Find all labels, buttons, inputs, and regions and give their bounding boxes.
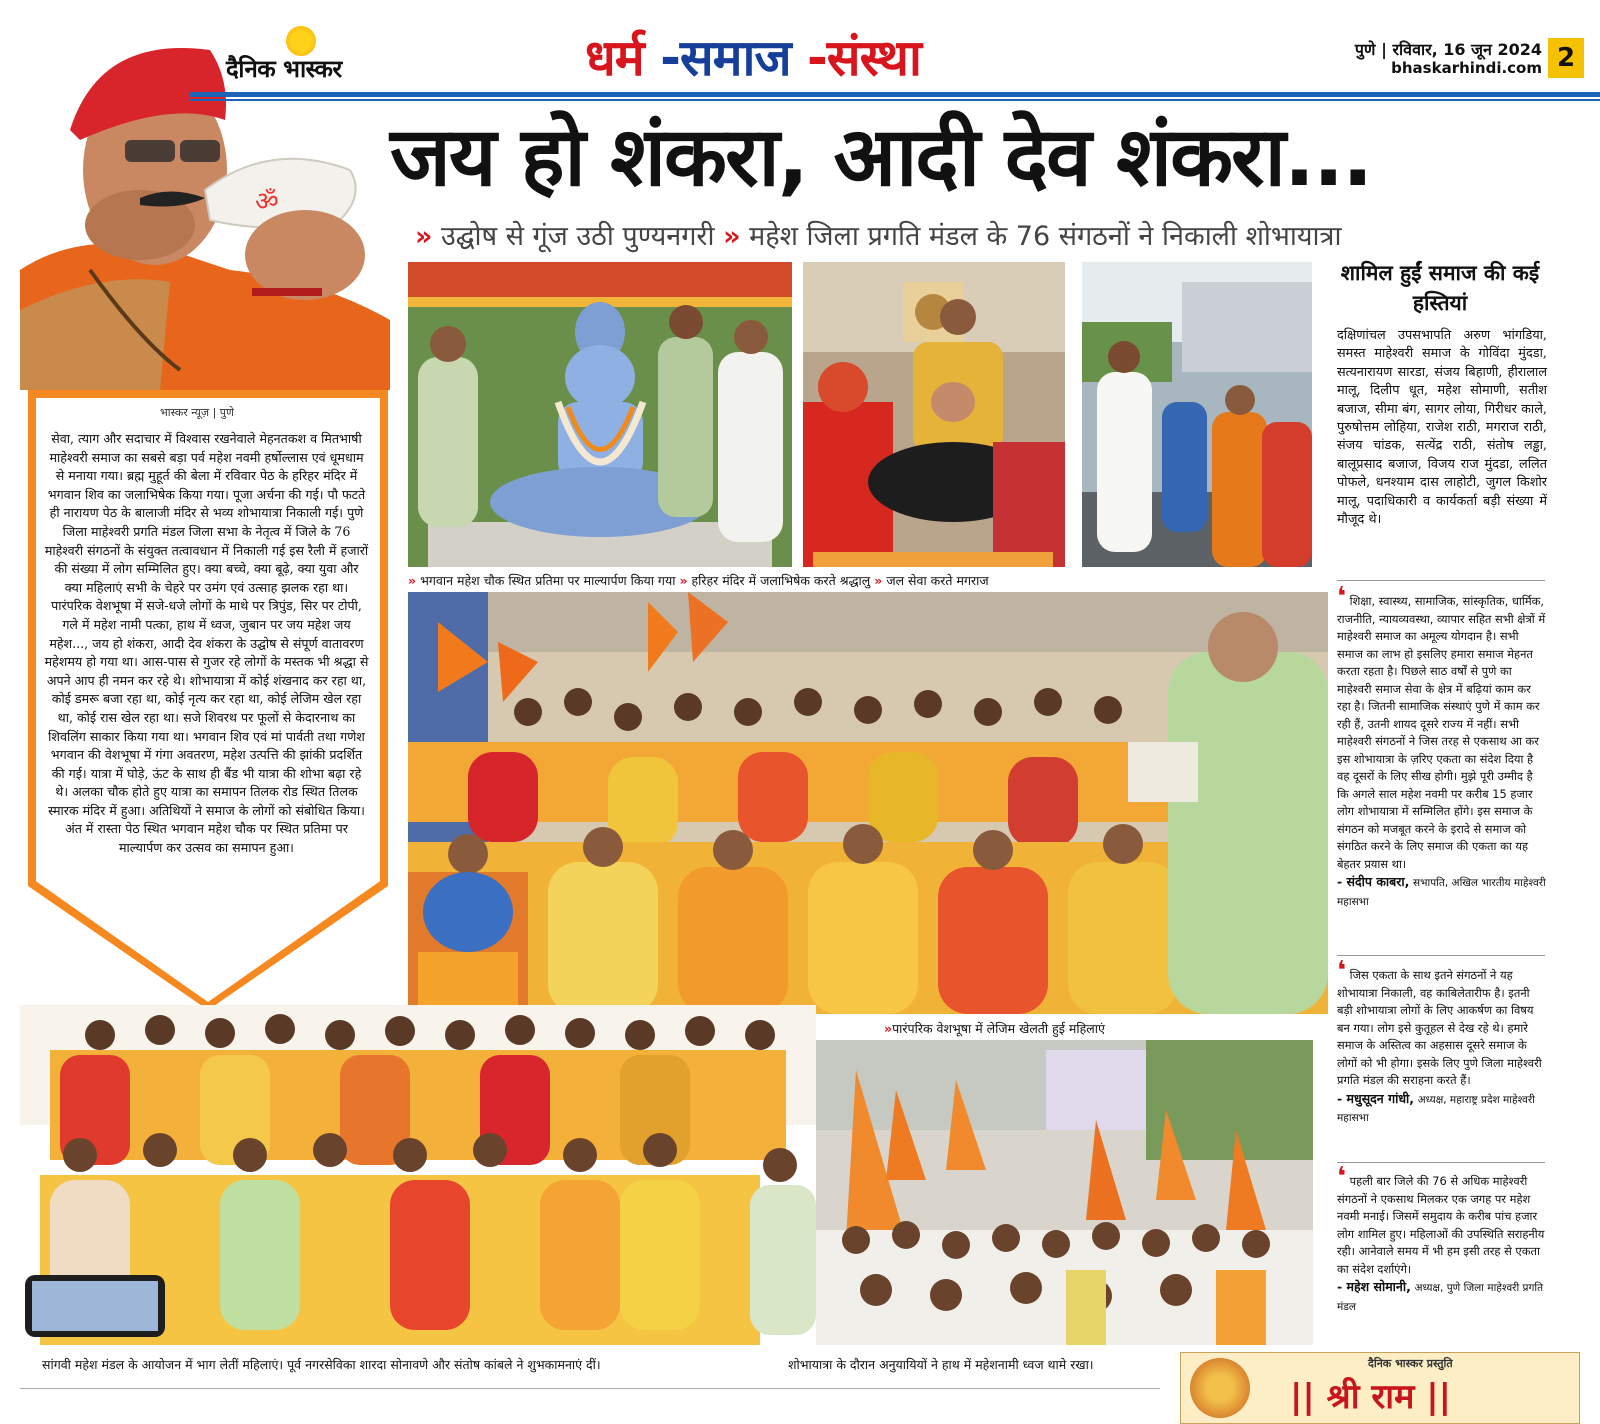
photo-rally-flags bbox=[816, 1040, 1313, 1345]
quote-mark-icon: ❛ bbox=[1337, 1162, 1347, 1192]
dateline bbox=[1342, 40, 1542, 78]
svg-text:ॐ: ॐ bbox=[255, 187, 279, 217]
ad-brand: दैनिक भास्कर प्रस्तुति bbox=[1368, 1357, 1453, 1370]
sidebar-title: शामिल हुईं समाज की कई हस्तियां bbox=[1340, 261, 1540, 315]
ad-medallion-icon bbox=[1190, 1358, 1250, 1418]
sidebar-rule bbox=[1337, 955, 1545, 956]
section-title: धर्म -समाज -संस्था bbox=[585, 29, 921, 87]
ad-title: || श्री राम || bbox=[1290, 1377, 1452, 1417]
photo-water-service bbox=[1082, 262, 1312, 567]
photo-jalabhishek bbox=[803, 262, 1065, 567]
photo-women-lezim bbox=[408, 592, 1328, 1014]
quote-mark-icon: ❛ bbox=[1337, 582, 1347, 612]
caption-group-photo: सांगवी महेश मंडल के आयोजन में भाग लेतीं महिलाएं। पूर्व नगरसेविका शारदा सोनावणे और संतोष कांबले ने शुभकामनाएं दीं। bbox=[42, 1357, 601, 1372]
story-body: सेवा, त्याग और सदाचार में विश्वास रखनेवाले मेहनतकश व मितभाषी माहेश्वरी समाज का सबसे बड़ा पर्व महेश नवमी हर्षोल्लास एवं धूमधाम से मनाया गया। ब्रह्म मुहूर्त की बेला में रविवार पेठ के हरिहर मंदिर में भगवान शिव का जलाभिषेक किया गया। पूजा अर्चना की गई। पौ फटते ही नारायण पेठ के बालाजी मंदिर से भव्य शोभायात्रा निकाली गई। पुणे जिला माहेश्वरी प्रगति मंडल जिला सभा के नेतृत्व में जिले के 76 माहेश्वरी संगठनों के संयुक्त तत्वावधान में निकाली गई इस रैली में हजारों की संख्या में लोग सम्मिलित हुए। क्या बच्चे, क्या बूढ़े, क्या युवा और क्या महिलाएं सभी के चेहरे पर उमंग एवं उत्साह झलक रहा था। पारंपरिक वेशभूषा में सजे-धजे लोगों के माथे पर त्रिपुंड, सिर पर टोपी, गले में महेश नामी पत्का, हाथ में ध्वज, जुबान पर जय महेश जय महेश..., जय हो शंकरा, आदी देव शंकरा के उद्घोष से संपूर्ण वातावरण महेशमय हो गया था। आस-पास से गुजर रहे लोगों के मस्तक भी श्रद्धा से अपने आप ही नमन कर रहे थे। शोभायात्रा में कोई शंखनाद कर रहा था, कोई डमरू बजा रहा था, कोई नृत्य कर रहा था, कोई लेजिम खेल रहा था, कोई रास खेल रहा था। सजे शिवरथ पर फूलों से केदारनाथ का शिवलिंग साकार किया गया था। भगवान शिव एवं मां पार्वती तथा गणेश भगवान की वेशभूषा में गंगा अवतरण, महेश उत्पत्ति की झांकी प्रदर्शित की गई। यात्रा में घोड़े, ऊंट के साथ ही बैंड भी यात्रा की शोभा बढ़ा रहे थे। अलका चौक होते हुए यात्रा का समापन तिलक रोड स्थित तिलक स्मारक मंदिर में हुआ। अतिथियों ने समाज के लोगों को संबोधित किया। अंत में रास्ता पेठ स्थित भगवान महेश चौक पर स्थित प्रतिमा पर माल्यार्पण कर उत्सव का समापन हुआ। bbox=[44, 431, 369, 856]
caption-main-photo: »पारंपरिक वेशभूषा में लेजिम खेलती हुई महिलाएं bbox=[884, 1021, 1105, 1036]
sidebar-rule bbox=[1337, 580, 1545, 581]
caption-photo-row: » भगवान महेश चौक स्थित प्रतिमा पर माल्यार्पण किया गया » हरिहर मंदिर में जलाभिषेक करते श्रद्धालु » जल सेवा करते मगराज bbox=[408, 573, 989, 588]
quote-madhusudan-gandhi: ❛ जिस एकता के साथ इतने संगठनों ने यह शोभायात्रा निकाली, वह काबिलेतारीफ है। इतनी बड़ी शोभायात्रा लोगों के लिए आकर्षण का विषय बन गया। लोग इसे कुतूहल से देख रहे थे। हमारे समाज के अस्तित्व का अहसास दूसरे समाज के लोगों को भी होगा। इसके लिए पुणे जिला माहेश्वरी प्रगति मंडल की सराहना करते हैं। - मधुसूदन गांधी, अध्यक्ष, महाराष्ट्र प्रदेश माहेश्वरी महासभा bbox=[1337, 956, 1542, 1124]
bottom-rule bbox=[20, 1388, 1160, 1389]
newspaper-logo: दैनिक भास्कर bbox=[226, 55, 342, 83]
quote-sandeep-kabra: ❛ शिक्षा, स्वास्थ्य, सामाजिक, सांस्कृतिक, धार्मिक, राजनीति, न्यायव्यवस्था, व्यापार सहित सभी क्षेत्रों में माहेश्वरी समाज का अमूल्य योगदान है। सभी समाज का लाभ हो इसलिए हमारा समाज मेहनत करता रहता है। पिछले साठ वर्षों से पुणे का माहेश्वरी समाज सेवा के क्षेत्र में बढ़ियां काम कर रहा है। जितनी सामाजिक संस्थाएं पुणे में काम कर रही हैं, उतनी शायद दूसरे राज्य में नहीं। सभी माहेश्वरी संगठनों ने जिस तरह से एकसाथ आ कर इस शोभायात्रा के ज़रिए एकता का संदेश दिया है वह दूसरों के लिए सीख होगी। मुझे पूरी उम्मीद है कि अगले साल महेश नवमी पर करीब 15 हजार लोग शोभायात्रा में सम्मिलित होंगे। इस समाज के संगठन को मजबूत करने के इरादे से समाज को संगठित करने के लिए समाज की एकता का यह बेहतर प्रयास था। - संदीप काबरा, सभापति, अखिल भारतीय माहेश्वरी महासभा bbox=[1337, 582, 1546, 908]
story-credit: भास्कर न्यूज़ | पुणे bbox=[160, 406, 234, 419]
website-text: bhaskarhindi.com bbox=[1391, 59, 1542, 77]
quote-mahesh-somani: ❛ पहली बार जिले की 76 से अधिक माहेश्वरी संगठनों ने एकसाथ मिलकर एक जगह पर महेश नवमी मनाई। जिसमें समुदाय के करीब पांच हजार लोग शामिल हुए। महिलाओं की उपस्थिति सराहनीय रही। आनेवाले समय में भी हम इसी तरह से एकता का संदेश दर्शाएंगे। - महेश सोमानी, अध्यक्ष, पुणे जिला माहेश्वरी प्रगति मंडल bbox=[1337, 1162, 1545, 1313]
photo-sangvi-women-group bbox=[20, 1005, 816, 1345]
masthead-rule bbox=[190, 92, 1600, 97]
page-number: 2 bbox=[1548, 38, 1584, 78]
photo-shiva-statue bbox=[408, 262, 792, 567]
caption-rally-photo: शोभायात्रा के दौरान अनुयायियों ने हाथ में महेशनामी ध्वज थामे रखा। bbox=[788, 1357, 1094, 1372]
date-text: पुणे | रविवार, 16 जून 2024 bbox=[1354, 40, 1542, 59]
sidebar-rule bbox=[1337, 1162, 1545, 1163]
subheadline: » उद्घोष से गूंज उठी पुण्यनगरी » महेश जिला प्रगति मंडल के 76 संगठनों ने निकाली शोभायात्रा bbox=[415, 221, 1342, 252]
headline: जय हो शंकरा, आदी देव शंकरा... bbox=[390, 110, 1372, 205]
sidebar-names: दक्षिणांचल उपसभापति अरुण भांगडिया, समस्त माहेश्वरी समाज के गोविंदा मुंदडा, सत्यनारायण सारडा, संजय बिहाणी, हीरालाल मालू, दिलीप धूत, महेश सोमाणी, सतीश बजाज, सीमा बंग, सागर लोया, गिरीधर काले, पुरुषोत्तम लोहिया, राजेश राठी, मगराज राठी, संजय चांडक, सत्येंद्र राठी, संतोष लड्ढा, बालूप्रसाद बजाज, विजय राज मुंदडा, ललित पोफले, धनश्याम दास लाहोटी, जुगल किशोर मालू, पदाधिकारी व कार्यकर्ता बड़ी संख्या में मौजूद थे। bbox=[1337, 328, 1547, 528]
masthead-rule-thin bbox=[190, 99, 1600, 101]
quote-mark-icon: ❛ bbox=[1337, 956, 1347, 986]
